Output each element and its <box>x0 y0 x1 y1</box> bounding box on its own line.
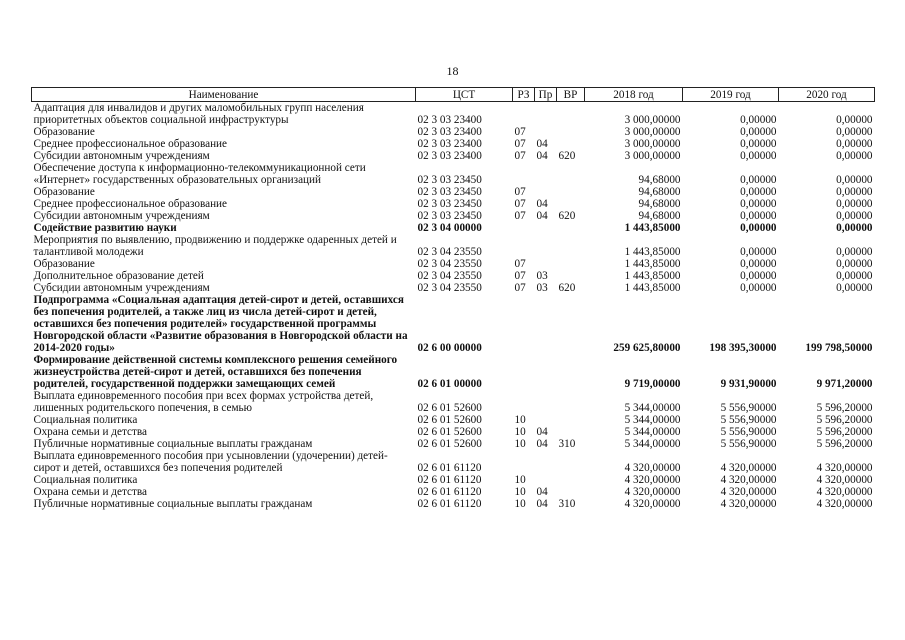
pr-cell <box>535 450 557 474</box>
rz-cell: 10 <box>514 486 526 498</box>
budget-table <box>31 87 875 510</box>
table-row <box>32 162 875 186</box>
header-2018: 2018 год <box>585 88 683 102</box>
value-2018-cell: 94,68000 <box>638 186 681 198</box>
cst-cell: 02 3 03 23400 <box>417 114 482 126</box>
pr-cell: 04 <box>536 210 548 222</box>
rz-cell: 07 <box>514 270 526 282</box>
cst-cell: 02 3 04 23550 <box>417 282 482 294</box>
rz-cell: 10 <box>514 438 526 450</box>
rz-cell: 07 <box>514 198 526 210</box>
cst-cell: 02 6 01 61120 <box>417 462 482 474</box>
table-row <box>32 426 875 438</box>
table-row <box>32 198 875 210</box>
vr-cell <box>557 294 585 354</box>
table-row <box>32 450 875 474</box>
table-row <box>32 186 875 198</box>
vr-cell <box>557 186 585 198</box>
vr-cell <box>557 390 585 414</box>
vr-cell: 620 <box>558 210 576 222</box>
value-2018-cell: 3 000,00000 <box>624 138 681 150</box>
table-row <box>32 270 875 282</box>
header-vr: ВР <box>557 88 585 102</box>
value-2018-cell: 4 320,00000 <box>624 486 681 498</box>
pr-cell <box>535 102 557 127</box>
value-2020-cell: 5 596,20000 <box>816 402 873 414</box>
value-2019-cell: 5 556,90000 <box>720 426 777 438</box>
vr-cell <box>557 138 585 150</box>
cst-cell: 02 3 03 23450 <box>417 210 482 222</box>
cst-cell: 02 6 01 52600 <box>417 438 482 450</box>
table-row <box>32 138 875 150</box>
value-2019-cell: 5 556,90000 <box>720 402 777 414</box>
pr-cell <box>535 126 557 138</box>
value-2020-cell: 0,00000 <box>836 174 873 186</box>
vr-cell <box>557 198 585 210</box>
table-row <box>32 126 875 138</box>
rz-cell <box>513 222 535 234</box>
pr-cell <box>535 186 557 198</box>
vr-cell <box>557 162 585 186</box>
pr-cell <box>535 474 557 486</box>
rz-cell <box>513 450 535 474</box>
value-2020-cell: 0,00000 <box>836 186 873 198</box>
rz-cell: 07 <box>514 210 526 222</box>
header-cst: ЦСТ <box>416 88 513 102</box>
value-2019-cell: 4 320,00000 <box>720 498 777 510</box>
value-2020-cell: 0,00000 <box>836 246 873 258</box>
value-2019-cell: 4 320,00000 <box>720 462 777 474</box>
pr-cell: 04 <box>536 150 548 162</box>
name-cell: Дополнительное образование детей <box>33 270 204 282</box>
name-cell: Среднее профессиональное образование <box>33 198 228 210</box>
cst-cell: 02 6 01 00000 <box>417 378 482 390</box>
vr-cell <box>557 450 585 474</box>
name-cell: Субсидии автономным учреждениям <box>33 282 210 294</box>
cst-cell: 02 6 01 61120 <box>417 486 482 498</box>
value-2020-cell: 4 320,00000 <box>816 474 873 486</box>
value-2018-cell: 4 320,00000 <box>624 498 681 510</box>
value-2020-cell: 5 596,20000 <box>816 438 873 450</box>
value-2019-cell: 9 931,90000 <box>720 378 777 390</box>
value-2020-cell: 4 320,00000 <box>816 498 873 510</box>
value-2019-cell: 0,00000 <box>740 246 777 258</box>
pr-cell: 04 <box>536 198 548 210</box>
name-cell: Социальная политика <box>33 474 138 486</box>
value-2019-cell: 0,00000 <box>740 114 777 126</box>
value-2018-cell: 1 443,85000 <box>624 258 681 270</box>
table-row <box>32 150 875 162</box>
name-cell: Публичные нормативные социальные выплаты гражданам <box>33 438 313 450</box>
table-row <box>32 390 875 414</box>
table-row <box>32 258 875 270</box>
value-2018-cell: 5 344,00000 <box>624 438 681 450</box>
vr-cell <box>557 234 585 258</box>
vr-cell <box>557 474 585 486</box>
rz-cell <box>513 162 535 186</box>
value-2020-cell: 5 596,20000 <box>816 426 873 438</box>
value-2019-cell: 5 556,90000 <box>720 414 777 426</box>
vr-cell <box>557 426 585 438</box>
name-cell: Среднее профессиональное образование <box>33 138 228 150</box>
rz-cell <box>513 294 535 354</box>
cst-cell: 02 6 01 52600 <box>417 426 482 438</box>
value-2018-cell: 5 344,00000 <box>624 414 681 426</box>
value-2018-cell: 5 344,00000 <box>624 402 681 414</box>
vr-cell <box>557 102 585 127</box>
vr-cell <box>557 486 585 498</box>
value-2020-cell: 0,00000 <box>836 258 873 270</box>
name-cell: Субсидии автономным учреждениям <box>33 150 210 162</box>
pr-cell <box>535 294 557 354</box>
cst-cell: 02 6 01 52600 <box>417 402 482 414</box>
cst-cell: 02 3 03 23400 <box>417 126 482 138</box>
pr-cell <box>535 222 557 234</box>
cst-cell: 02 6 01 52600 <box>417 414 482 426</box>
name-cell: Образование <box>33 186 95 198</box>
pr-cell: 04 <box>536 498 548 510</box>
table-row <box>32 222 875 234</box>
table-header-row <box>32 88 875 102</box>
header-2019: 2019 год <box>683 88 779 102</box>
value-2020-cell: 5 596,20000 <box>816 414 873 426</box>
value-2020-cell: 4 320,00000 <box>816 462 873 474</box>
value-2018-cell: 9 719,00000 <box>624 378 681 390</box>
pr-cell: 04 <box>536 438 548 450</box>
header-name: Наименование <box>32 88 416 102</box>
vr-cell: 310 <box>558 498 576 510</box>
value-2019-cell: 0,00000 <box>740 210 777 222</box>
rz-cell <box>513 390 535 414</box>
cst-cell: 02 3 04 23550 <box>417 270 482 282</box>
table-row <box>32 210 875 222</box>
pr-cell <box>535 162 557 186</box>
pr-cell: 04 <box>536 486 548 498</box>
value-2020-cell: 199 798,50000 <box>805 342 873 354</box>
name-cell: Субсидии автономным учреждениям <box>33 210 210 222</box>
header-pr: Пр <box>535 88 557 102</box>
table-row <box>32 282 875 294</box>
vr-cell <box>557 126 585 138</box>
value-2019-cell: 0,00000 <box>740 174 777 186</box>
rz-cell: 10 <box>514 414 526 426</box>
value-2020-cell: 0,00000 <box>836 270 873 282</box>
rz-cell: 07 <box>514 138 526 150</box>
value-2020-cell: 0,00000 <box>836 126 873 138</box>
value-2020-cell: 0,00000 <box>836 210 873 222</box>
value-2019-cell: 0,00000 <box>740 282 777 294</box>
table-row <box>32 486 875 498</box>
name-cell: Выплата единовременного пособия при всех формах устройства детей, лишенных родительского попечения, в семью <box>33 390 374 414</box>
rz-cell: 10 <box>514 498 526 510</box>
value-2018-cell: 4 320,00000 <box>624 462 681 474</box>
value-2019-cell: 198 395,30000 <box>709 342 777 354</box>
value-2019-cell: 0,00000 <box>740 198 777 210</box>
value-2019-cell: 0,00000 <box>740 126 777 138</box>
rz-cell: 10 <box>514 426 526 438</box>
name-cell: Выплата единовременного пособия при усыновлении (удочерении) детей-сирот и детей, оставшихся без попечения родителей <box>33 450 388 474</box>
table-row <box>32 234 875 258</box>
table-row <box>32 498 875 510</box>
value-2020-cell: 0,00000 <box>836 222 873 234</box>
value-2018-cell: 4 320,00000 <box>624 474 681 486</box>
value-2018-cell: 5 344,00000 <box>624 426 681 438</box>
pr-cell: 04 <box>536 138 548 150</box>
pr-cell <box>535 234 557 258</box>
value-2019-cell: 0,00000 <box>740 186 777 198</box>
name-cell: Мероприятия по выявлению, продвижению и поддержке одаренных детей и талантливой молодежи <box>33 234 397 258</box>
table-row <box>32 354 875 390</box>
value-2020-cell: 0,00000 <box>836 150 873 162</box>
value-2019-cell: 0,00000 <box>740 138 777 150</box>
name-cell: Обеспечение доступа к информационно-телекоммуникационной сети «Интернет» государственных образовательных организаций <box>33 162 366 186</box>
cst-cell: 02 3 04 23550 <box>417 246 482 258</box>
name-cell: Охрана семьи и детства <box>33 486 147 498</box>
table-row <box>32 294 875 354</box>
rz-cell <box>513 102 535 127</box>
name-cell: Подпрограмма «Социальная адаптация детей-сирот и детей, оставшихся без попечения родителей, а также лиц из числа детей-сирот и детей, оставшихся без попечения родителей» государственной программы Новгородской области «Развитие образования в Новгородской области на 2014-2020 годы» <box>33 294 408 354</box>
name-cell: Образование <box>33 258 95 270</box>
cst-cell: 02 6 01 61120 <box>417 498 482 510</box>
cst-cell: 02 6 00 00000 <box>417 342 482 354</box>
header-rz: РЗ <box>513 88 535 102</box>
rz-cell: 07 <box>514 126 526 138</box>
table-row <box>32 414 875 426</box>
cst-cell: 02 3 03 23450 <box>417 198 482 210</box>
rz-cell <box>513 234 535 258</box>
vr-cell <box>557 414 585 426</box>
cst-cell: 02 3 04 00000 <box>417 222 482 234</box>
value-2018-cell: 94,68000 <box>638 174 681 186</box>
vr-cell: 620 <box>558 282 576 294</box>
value-2018-cell: 94,68000 <box>638 198 681 210</box>
cst-cell: 02 3 03 23400 <box>417 150 482 162</box>
name-cell: Формирование действенной системы комплексного решения семейного жизнеустройства детей-сирот и детей, оставшихся без попечения родителей, государственной поддержки замещающих семей <box>33 354 398 390</box>
rz-cell: 10 <box>514 474 526 486</box>
value-2019-cell: 5 556,90000 <box>720 438 777 450</box>
value-2018-cell: 259 625,80000 <box>613 342 681 354</box>
table-row <box>32 102 875 127</box>
value-2018-cell: 3 000,00000 <box>624 114 681 126</box>
value-2020-cell: 4 320,00000 <box>816 486 873 498</box>
table-row <box>32 474 875 486</box>
value-2019-cell: 4 320,00000 <box>720 474 777 486</box>
vr-cell <box>557 354 585 390</box>
header-2020: 2020 год <box>779 88 875 102</box>
value-2020-cell: 0,00000 <box>836 282 873 294</box>
pr-cell: 04 <box>536 426 548 438</box>
cst-cell: 02 3 03 23450 <box>417 186 482 198</box>
name-cell: Социальная политика <box>33 414 138 426</box>
value-2019-cell: 0,00000 <box>740 258 777 270</box>
name-cell: Публичные нормативные социальные выплаты гражданам <box>33 498 313 510</box>
table-row <box>32 438 875 450</box>
value-2020-cell: 9 971,20000 <box>816 378 873 390</box>
value-2018-cell: 94,68000 <box>638 210 681 222</box>
value-2020-cell: 0,00000 <box>836 114 873 126</box>
rz-cell: 07 <box>514 282 526 294</box>
pr-cell <box>535 390 557 414</box>
vr-cell: 620 <box>558 150 576 162</box>
value-2018-cell: 1 443,85000 <box>624 270 681 282</box>
value-2018-cell: 1 443,85000 <box>624 222 681 234</box>
value-2018-cell: 1 443,85000 <box>624 282 681 294</box>
value-2018-cell: 1 443,85000 <box>624 246 681 258</box>
name-cell: Содействие развитию науки <box>33 222 177 234</box>
vr-cell <box>557 258 585 270</box>
name-cell: Охрана семьи и детства <box>33 426 147 438</box>
vr-cell <box>557 222 585 234</box>
name-cell: Адаптация для инвалидов и других маломобильных групп населения приоритетных объектов социальной инфраструктуры <box>33 102 364 126</box>
rz-cell: 07 <box>514 150 526 162</box>
vr-cell: 310 <box>558 438 576 450</box>
value-2019-cell: 4 320,00000 <box>720 486 777 498</box>
value-2019-cell: 0,00000 <box>740 150 777 162</box>
cst-cell: 02 6 01 61120 <box>417 474 482 486</box>
vr-cell <box>557 270 585 282</box>
rz-cell: 07 <box>514 186 526 198</box>
page-number: 18 <box>446 64 459 78</box>
value-2020-cell: 0,00000 <box>836 198 873 210</box>
pr-cell <box>535 414 557 426</box>
value-2020-cell: 0,00000 <box>836 138 873 150</box>
cst-cell: 02 3 03 23450 <box>417 174 482 186</box>
cst-cell: 02 3 03 23400 <box>417 138 482 150</box>
value-2019-cell: 0,00000 <box>740 270 777 282</box>
value-2018-cell: 3 000,00000 <box>624 126 681 138</box>
value-2019-cell: 0,00000 <box>740 222 777 234</box>
value-2018-cell: 3 000,00000 <box>624 150 681 162</box>
pr-cell <box>535 354 557 390</box>
rz-cell: 07 <box>514 258 526 270</box>
rz-cell <box>513 354 535 390</box>
cst-cell: 02 3 04 23550 <box>417 258 482 270</box>
pr-cell <box>535 258 557 270</box>
name-cell: Образование <box>33 126 95 138</box>
pr-cell: 03 <box>536 282 548 294</box>
pr-cell: 03 <box>536 270 548 282</box>
